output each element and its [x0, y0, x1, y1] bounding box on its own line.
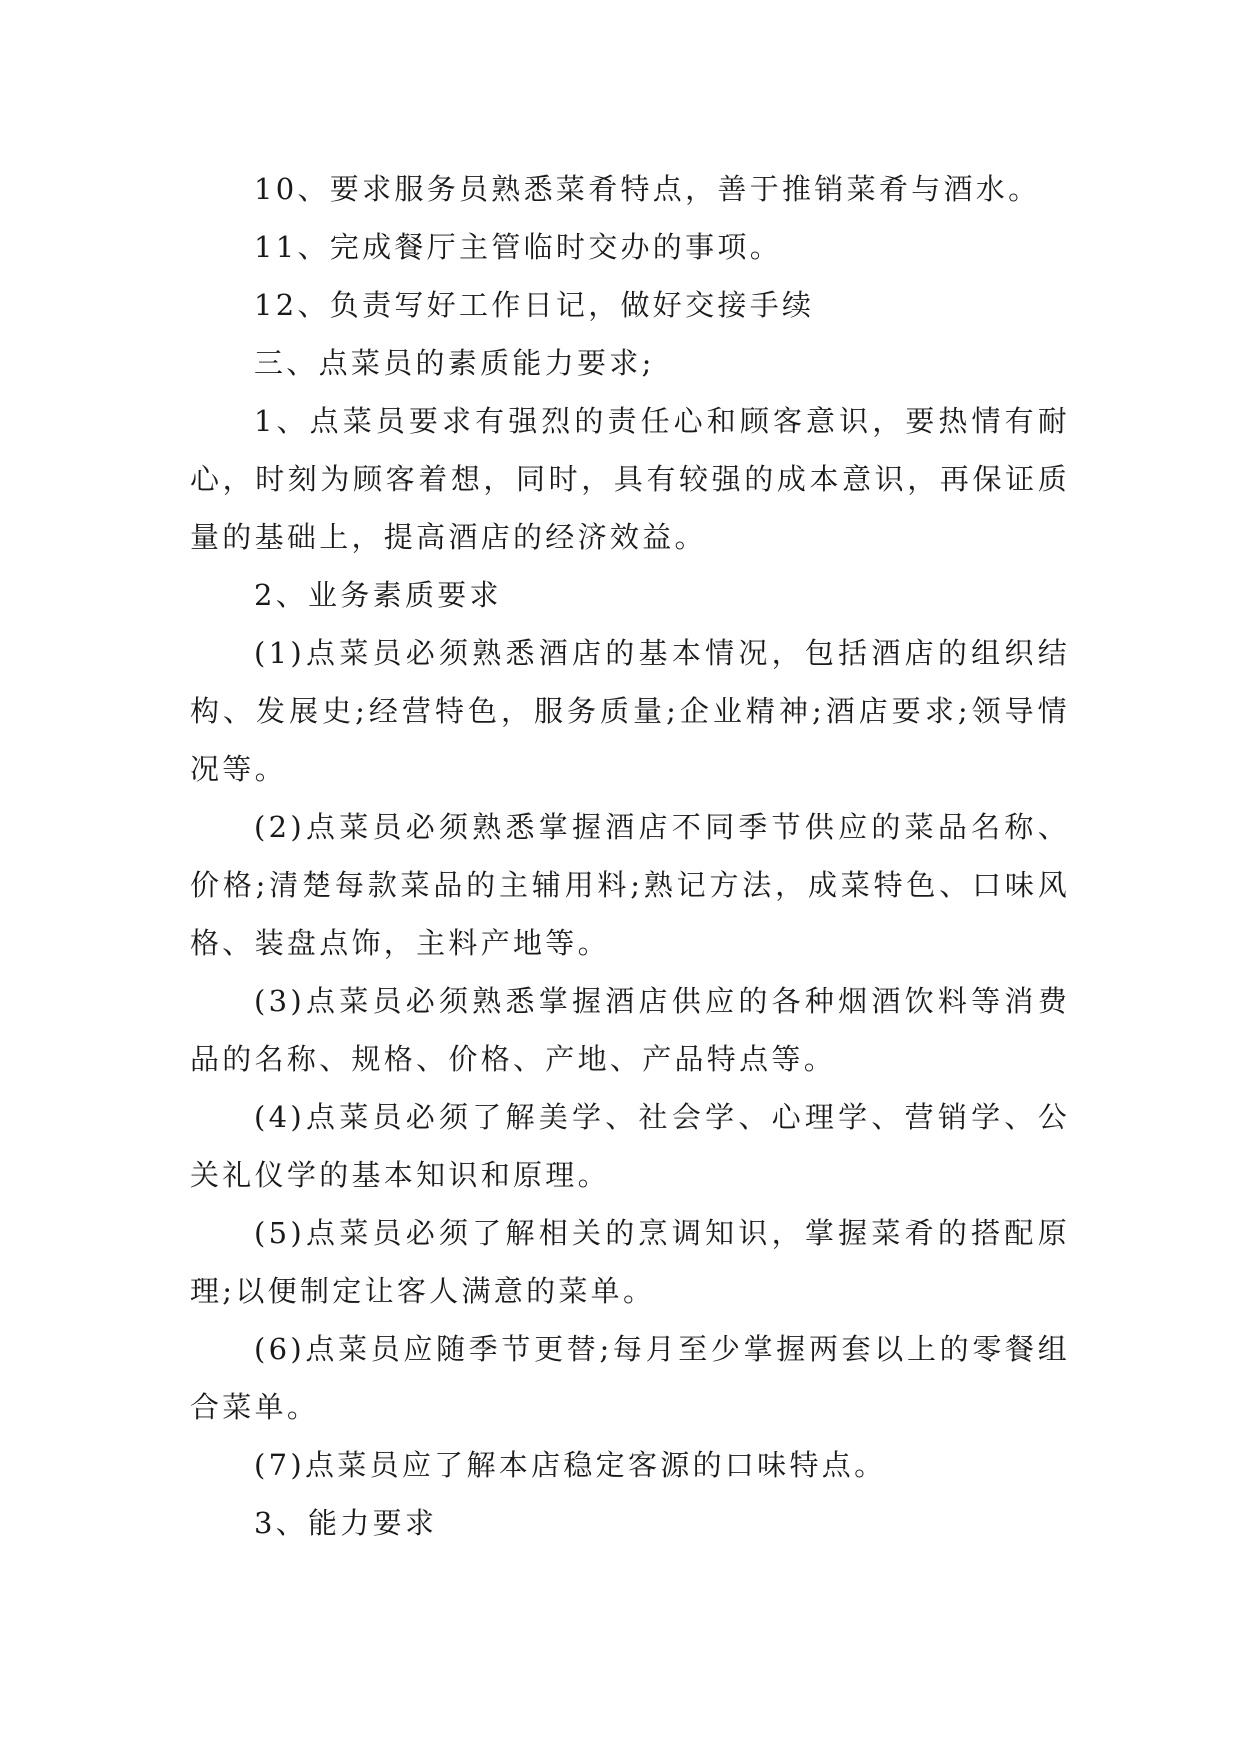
subheading-business-quality: 2、业务素质要求	[254, 578, 502, 612]
section-heading-3: 三、点菜员的素质能力要求;	[254, 346, 655, 380]
paragraph-responsibility: 1、点菜员要求有强烈的责任心和顾客意识，要热情有耐心，时刻为顾客着想，同时，具有较强的成本意识，再保证质量的基础上，提高酒店的经济效益。	[190, 404, 1070, 554]
paragraph-item-11: 11、完成餐厅主管临时交办的事项。	[254, 230, 783, 264]
paragraph-requirement-6: (6)点菜员应随季节更替;每月至少掌握两套以上的零餐组合菜单。	[190, 1332, 1070, 1424]
subheading-ability: 3、能力要求	[254, 1506, 438, 1540]
paragraph-requirement-5: (5)点菜员必须了解相关的烹调知识，掌握菜肴的搭配原理;以便制定让客人满意的菜单。	[190, 1216, 1070, 1308]
paragraph-requirement-1: (1)点菜员必须熟悉酒店的基本情况，包括酒店的组织结构、发展史;经营特色，服务质量;企业精神;酒店要求;领导情况等。	[190, 636, 1070, 786]
paragraph-requirement-4: (4)点菜员必须了解美学、社会学、心理学、营销学、公关礼仪学的基本知识和原理。	[190, 1100, 1070, 1192]
paragraph-item-12: 12、负责写好工作日记，做好交接手续	[254, 288, 815, 322]
document-body	[190, 160, 1070, 1552]
paragraph-requirement-7: (7)点菜员应了解本店稳定客源的口味特点。	[254, 1448, 887, 1482]
paragraph-requirement-3: (3)点菜员必须熟悉掌握酒店供应的各种烟酒饮料等消费品的名称、规格、价格、产地、产品特点等。	[190, 984, 1070, 1076]
paragraph-requirement-2: (2)点菜员必须熟悉掌握酒店不同季节供应的菜品名称、价格;清楚每款菜品的主辅用料;熟记方法，成菜特色、口味风格、装盘点饰，主料产地等。	[190, 810, 1070, 960]
paragraph-item-10: 10、要求服务员熟悉菜肴特点，善于推销菜肴与酒水。	[254, 172, 1041, 206]
